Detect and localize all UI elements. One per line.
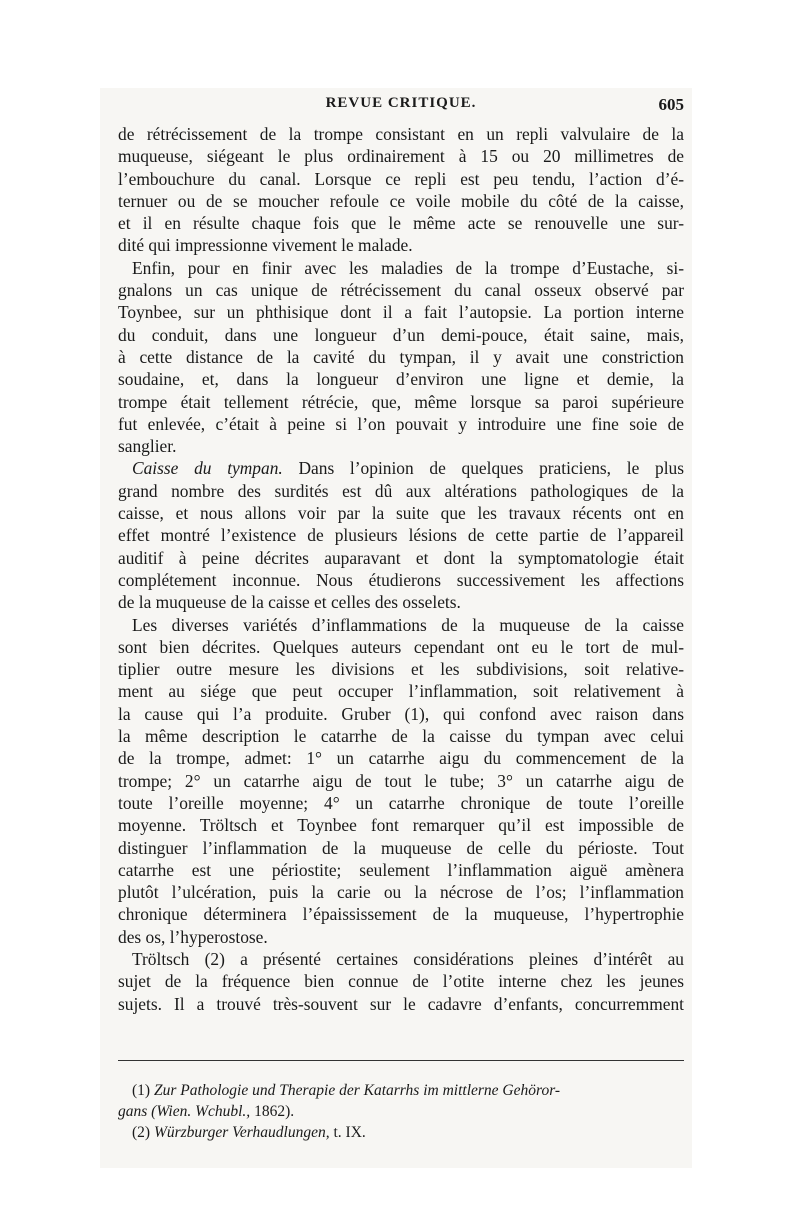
section-heading: Caisse du tympan.	[132, 458, 283, 479]
text-line: caisse, et nous allons voir par la suite que les travaux récents ont en	[118, 503, 684, 524]
text-line: muqueuse, siégeant le plus ordinairement à 15 ou 20 millimetres de	[118, 146, 684, 167]
text-line: toute l’oreille moyenne; 4° un catarrhe chronique de toute l’oreille	[118, 792, 684, 813]
body-text	[118, 123, 684, 1015]
text-line: distinguer l’inflammation de la muqueuse de celle du périoste. Tout	[118, 837, 684, 858]
text-line: grand nombre des surdités est dû aux altérations pathologiques de la	[118, 480, 684, 501]
text-line: la cause qui l’a produite. Gruber (1), qui confond avec raison dans	[118, 703, 684, 724]
text-line: Toynbee, sur un phthisique dont il a fait l’autopsie. La portion interne	[118, 302, 684, 323]
section-line-text: Dans l’opinion de quelques praticiens, le plus	[298, 458, 684, 479]
text-line: et il en résulte chaque fois que le même acte se renouvelle une sur-	[118, 213, 684, 234]
footnote-rule	[118, 1060, 684, 1061]
text-line: Tröltsch (2) a présenté certaines considérations pleines d’intérêt au	[132, 948, 684, 969]
page-number: 605	[658, 95, 684, 114]
text-line: fut enlevée, c’était à peine si l’on pouvait y introduire une fine soie de	[118, 413, 684, 434]
text-line: dité qui impressionne vivement le malade.	[118, 235, 413, 256]
text-line: l’embouchure du canal. Lorsque ce repli est peu tendu, l’action d’é-	[118, 168, 684, 189]
text-line: de la muqueuse de la caisse et celles des osselets.	[118, 592, 461, 613]
text-line: catarrhe est une périostite; seulement l’inflammation aiguë amènera	[118, 859, 684, 880]
text-line: sont bien décrites. Quelques auteurs cependant ont eu le tort de mul-	[118, 636, 684, 657]
footnote-2-title: Würzburger Verhaudlungen,	[153, 1124, 330, 1141]
text-line: ment au siége que peut occuper l’inflammation, soit relativement à	[118, 681, 684, 702]
text-line: gnalons un cas unique de rétrécissement du canal osseux observé par	[118, 280, 684, 301]
footnote-2-volume: t. IX.	[333, 1124, 366, 1141]
footnote-2-number: (2)	[132, 1124, 151, 1141]
text-line: la même description le catarrhe de la caisse du tympan avec celui	[118, 726, 684, 747]
footnote-1-title-cont: gans	[118, 1103, 148, 1120]
text-line: de la trompe, admet: 1° un catarrhe aigu du commencement de la	[118, 748, 684, 769]
running-title: REVUE CRITIQUE.	[325, 95, 477, 111]
section-line	[118, 457, 684, 479]
footnotes	[118, 1080, 684, 1143]
footnote-1-year: 1862).	[254, 1103, 295, 1120]
text-line: soudaine, et, dans la longueur d’environ une ligne et demie, la	[118, 369, 684, 390]
footnote-2	[118, 1122, 684, 1143]
text-line: de rétrécissement de la trompe consistant en un repli valvulaire de la	[118, 124, 684, 144]
text-line: auditif à peine décrites auparavant et dont la symptomatologie était	[118, 547, 684, 568]
text-line: Enfin, pour en finir avec les maladies de la trompe d’Eustache, si-	[132, 257, 684, 278]
text-line: sujets. Il a trouvé très-souvent sur le cadavre d’enfants, concurremment	[118, 993, 684, 1014]
footnote-1-source: (Wien. Wchubl.,	[151, 1103, 251, 1120]
text-line: plutôt l’ulcération, puis la carie ou la nécrose de l’os; l’inflammation	[118, 882, 684, 903]
text-line: Les diverses variétés d’inflammations de la muqueuse de la caisse	[132, 614, 684, 635]
running-head	[118, 95, 684, 119]
text-line: moyenne. Tröltsch et Toynbee font remarquer qu’il est impossible de	[118, 815, 684, 836]
footnote-1-number: (1)	[132, 1082, 151, 1099]
text-line: du conduit, dans une longueur d’un demi-pouce, était saine, mais,	[118, 324, 684, 345]
text-line: trompe; 2° un catarrhe aigu de tout le tube; 3° un catarrhe aigu de	[118, 770, 684, 791]
text-line: ternuer ou de se moucher refoule ce voile mobile du côté de la caisse,	[118, 190, 684, 211]
text-line: des os, l’hyperostose.	[118, 926, 268, 947]
text-line: sujet de la fréquence bien connue de l’otite interne chez les jeunes	[118, 971, 684, 992]
footnote-1-title: Zur Pathologie und Therapie der Katarrhs im mittlerne Gehöror-	[153, 1082, 561, 1099]
text-line: effet montré l’existence de plusieurs lésions de cette partie de l’appareil	[118, 525, 684, 546]
text-line: trompe était tellement rétrécie, que, même lorsque sa paroi supérieure	[118, 391, 684, 412]
footnote-1	[118, 1080, 684, 1101]
text-line: chronique déterminera l’épaississement de la muqueuse, l’hypertrophie	[118, 904, 684, 925]
text-line: complétement inconnue. Nous étudierons successivement les affections	[118, 569, 684, 590]
text-line: tiplier outre mesure les divisions et les subdivisions, soit relative-	[118, 659, 684, 680]
text-line: à cette distance de la cavité du tympan, il y avait une constriction	[118, 346, 684, 367]
text-line: sanglier.	[118, 436, 177, 457]
footnote-1-continued	[118, 1101, 684, 1122]
